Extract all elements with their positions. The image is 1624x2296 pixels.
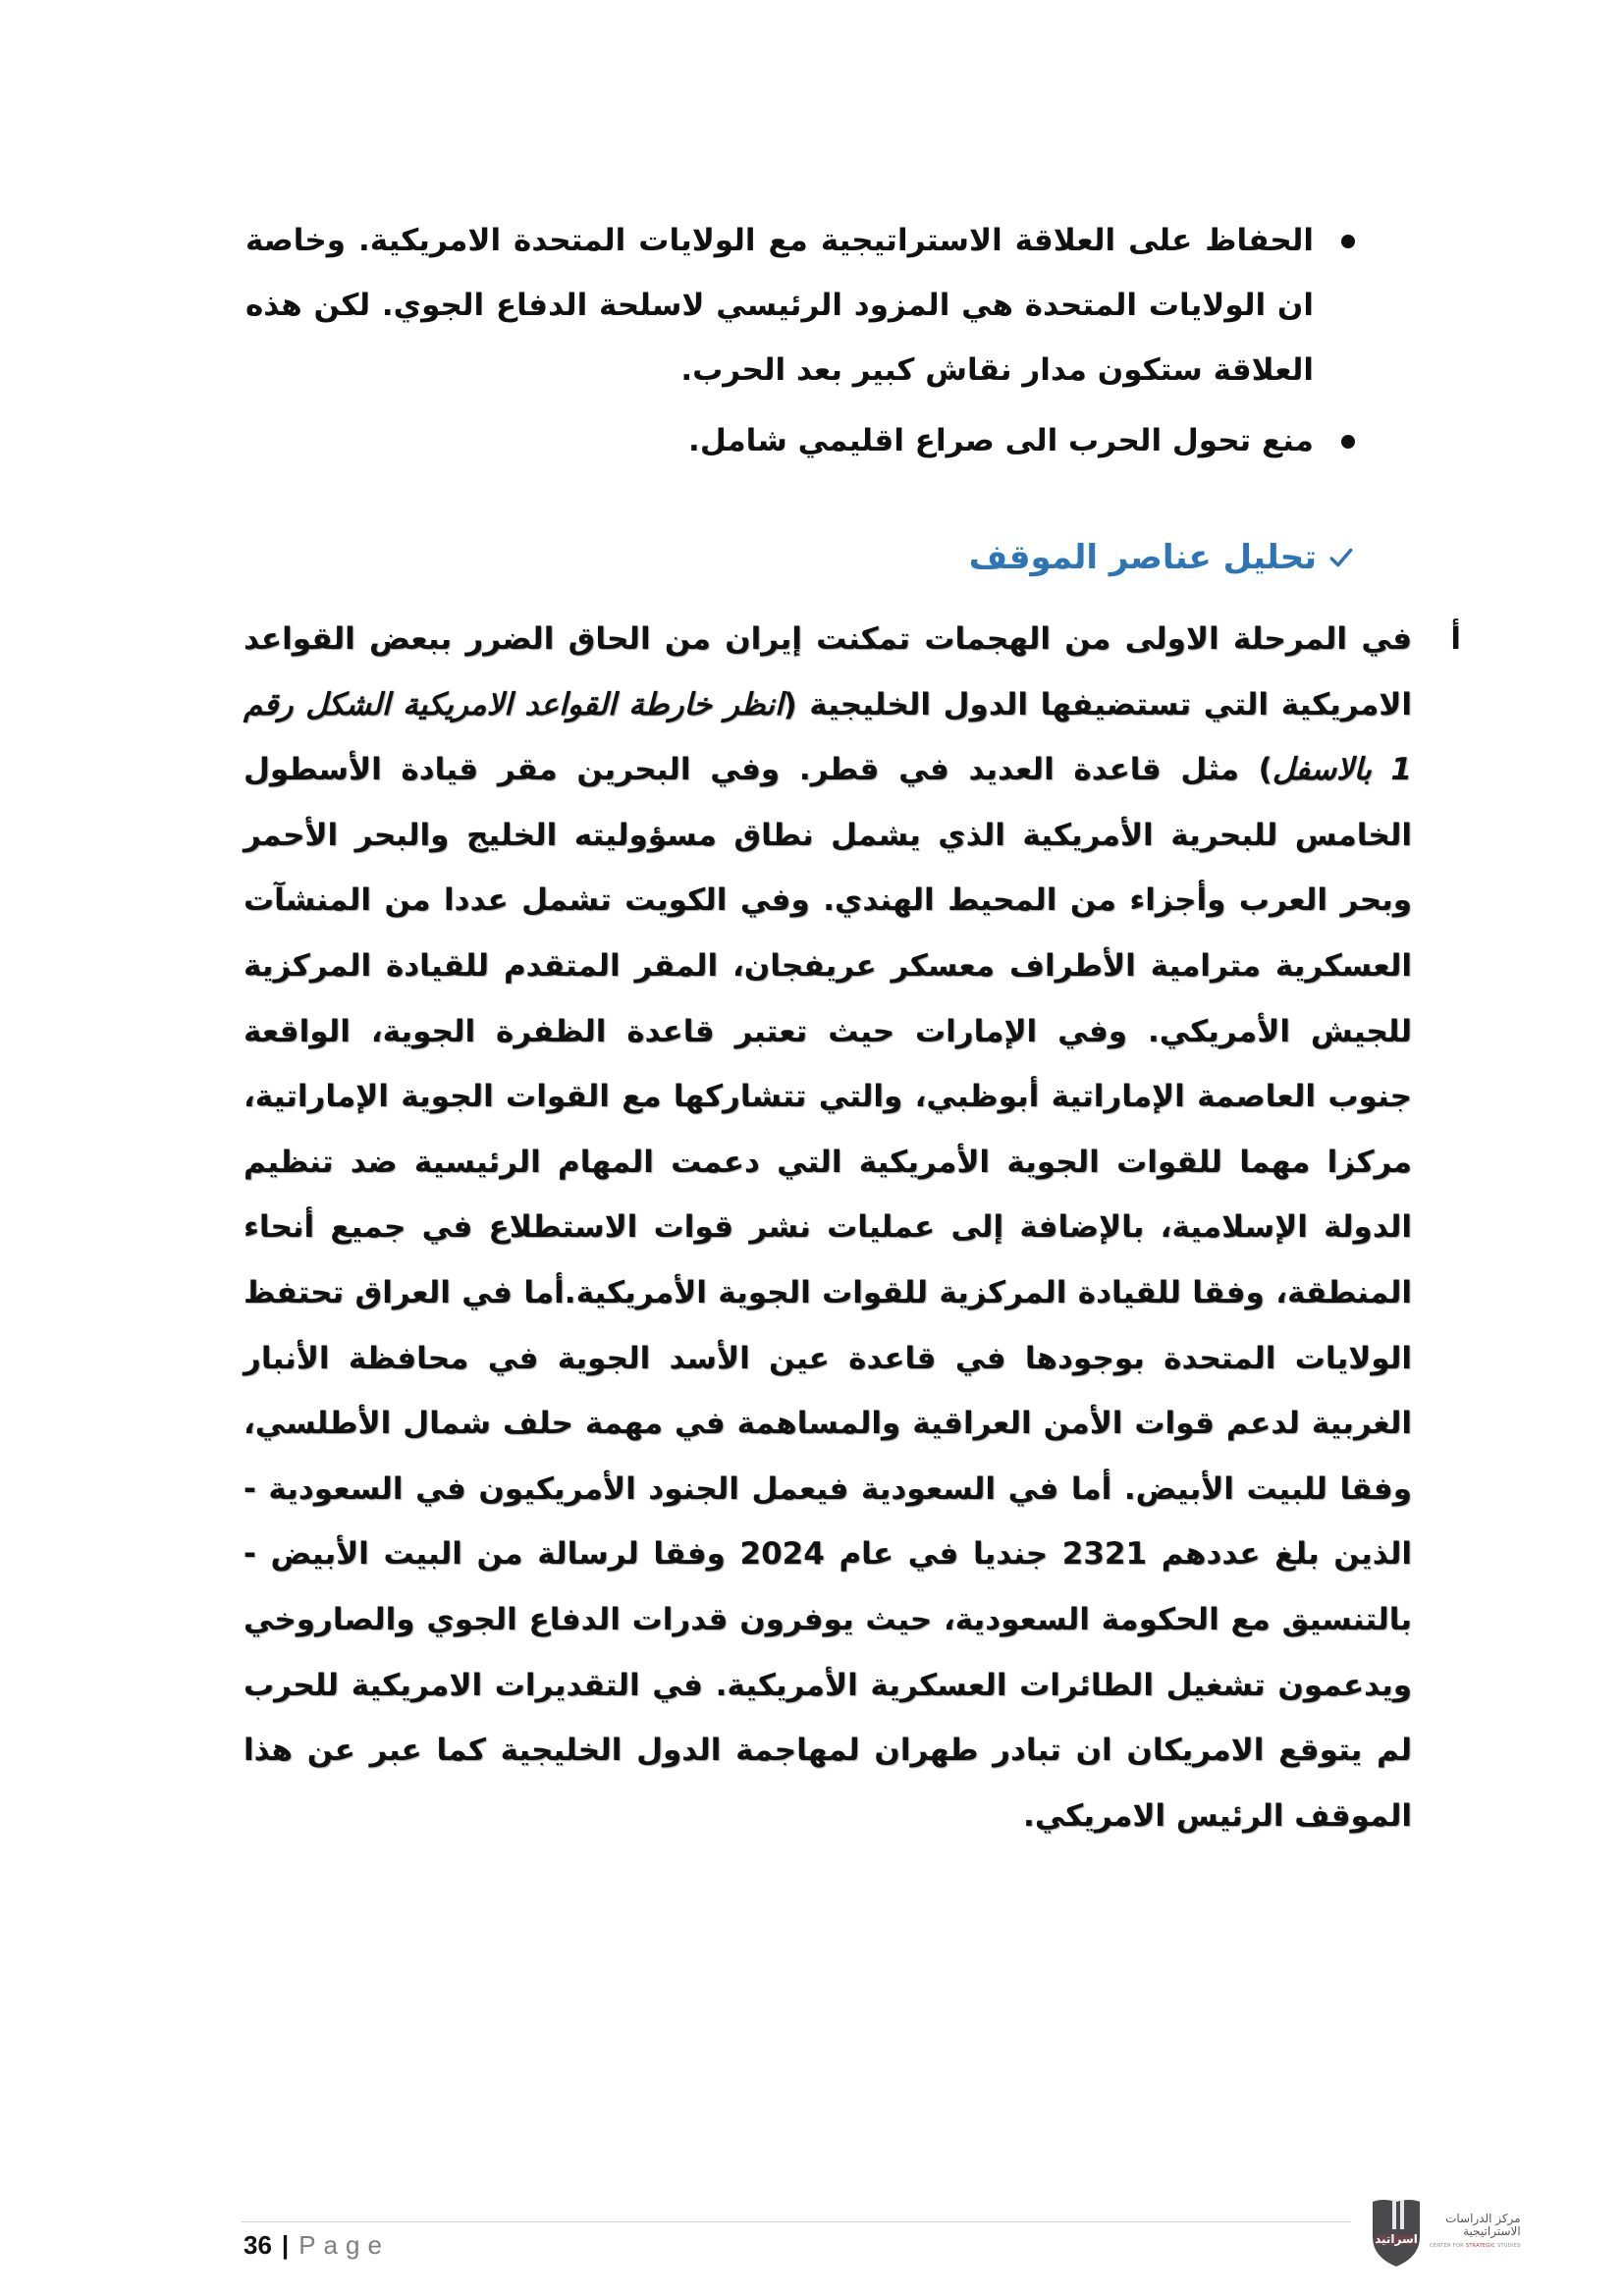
section-heading: [969, 538, 1354, 577]
section-heading-text: تحليل عناصر الموقف: [968, 538, 1317, 577]
figure-reference: انظر خارطة القواعد الامريكية الشكل رقم 1 بالاسفل: [244, 686, 1412, 788]
paragraph-text-part: ) مثل قاعدة العديد في قطر. وفي البحرين مقر قيادة الأسطول الخامس للبحرية الأمريكية الذي يشمل نطاق مسؤوليته الخليج والبحر الأحمر وبحر العرب وأجزاء من المحيط الهندي. وفي الكويت تشمل عددا من المنشآت العسكرية مترامية الأطراف معسكر عريفجان، المقر المتقدم للقيادة المركزية للجيش الأمريكي. وفي الإمارات حيث تعتبر قاعدة الظفرة الجوية، الواقعة جنوب العاصمة الإماراتية أبوظبي، والتي تتشاركها مع القوات الجوية الإماراتية، مركزا مهما للقوات الجوية الأمريكية التي دعمت المهام الرئيسية ضد تنظيم الدولة الإسلامية، بالإضافة إلى عمليات نشر قوات الاستطلاع في جميع أنحاء المنطقة، وفقا للقيادة المركزية للقوات الجوية الأمريكية.أما في العراق تحتفظ الولايات المتحدة بوجودها في قاعدة عين الأسد الجوية في محافظة الأنبار الغربية لدعم قوات الأمن العراقية والمساهمة في مهمة حلف شمال الأطلسي، وفقا للبيت الأبيض. أما في السعودية فيعمل الجنود الأمريكيون في السعودية - الذين بلغ عددهم 2321 جنديا في عام 2024 وفقا لرسالة من البيت الأبيض - بالتنسيق مع الحكومة السعودية، حيث يوفرون قدرات الدفاع الجوي والصاروخي ويدعمون تشغيل الطائرات العسكرية الأمريكية. في التقديرات الامريكية للحرب لم يتوقع الامريكان ان تبادر طهران لمهاجمة الدول الخليجية كما عبر عن هذا الموقف الرئيس الامريكي.: [244, 752, 1412, 1834]
logo-arabic-line1: مركز الدراسات: [1445, 2211, 1521, 2225]
page-number: [244, 2230, 390, 2261]
page-number-value: 36: [244, 2230, 272, 2260]
logo-text: [1430, 2213, 1521, 2253]
analysis-paragraph: [244, 607, 1461, 1848]
svg-text:اسراتيد: اسراتيد: [1375, 2232, 1418, 2246]
bullet-list: [245, 208, 1355, 479]
paragraph-marker: أ: [1450, 621, 1461, 657]
bullet-item: [245, 408, 1355, 473]
page-label: Page: [298, 2230, 390, 2260]
bullet-text: الحفاظ على العلاقة الاستراتيجية مع الولايات المتحدة الامريكية. وخاصة ان الولايات المتحدة هي المزود الرئيسي لاسلحة الدفاع الجوي. لكن هذه العلاقة ستكون مدار نقاش كبير بعد الحرب.: [245, 223, 1314, 388]
bullet-text: منع تحول الحرب الى صراع اقليمي شامل.: [688, 423, 1314, 458]
checkmark-icon: [1328, 545, 1354, 570]
center-logo: [1369, 2194, 1536, 2270]
shield-logo-icon: [1369, 2196, 1424, 2269]
logo-arabic-line2: الاستراتيجية: [1463, 2223, 1521, 2238]
paragraph-text: [244, 607, 1412, 1848]
logo-english: CENTER FOR STRATEGIC STUDIES: [1430, 2242, 1521, 2249]
paragraph-text-part: في المرحلة الاولى من الهجمات تمكنت إيران من الحاق الضرر ببعض القواعد الامريكية التي تستضيفها الدول الخليجية (: [244, 621, 1412, 722]
bullet-dot-icon: [1341, 235, 1355, 248]
bullet-dot-icon: [1341, 435, 1355, 449]
page-number-separator: |: [281, 2230, 290, 2260]
footer-divider: [242, 2221, 1351, 2222]
bullet-item: [245, 208, 1355, 402]
